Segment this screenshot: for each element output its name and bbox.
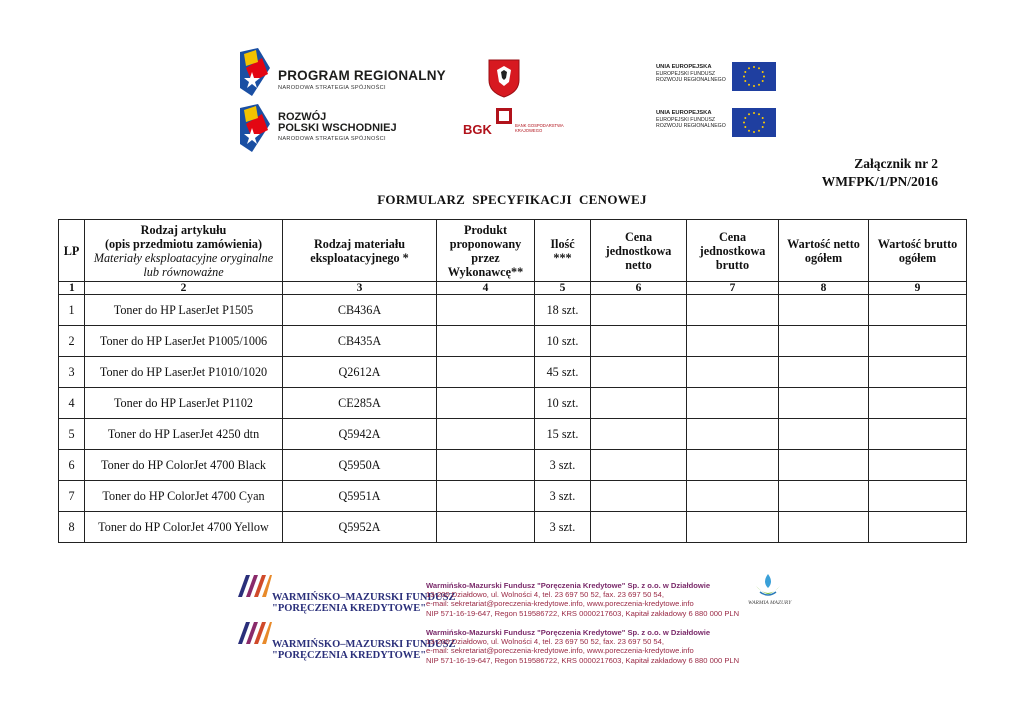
header-total-net [779,220,869,282]
cell-material: CE285A [283,388,437,419]
table-row [59,512,967,543]
header-unit-net-line3: netto [625,257,652,272]
warmia-mazury-icon [752,572,784,600]
cell-qty: 3 szt. [535,481,591,512]
fund-info-line4: NIP 571-16-19-647, Regon 519586722, KRS 0000217603, Kapitał zakładowy 6 880 000 PLN [426,655,740,665]
cell-unit-net[interactable] [591,512,687,543]
header-article-line1: Rodzaj artykułu [140,222,227,237]
fund-contact-info-2 [426,628,739,665]
cell-unit-gross[interactable] [687,295,779,326]
program-regionalny-subtitle: NARODOWA STRATEGIA SPÓJNOŚCI [278,85,386,91]
case-number: WMFPK/1/PN/2016 [821,174,938,189]
header-article [85,220,283,282]
header-total-gross-line1: Wartość brutto [877,236,958,251]
header-material-line2: eksploatacyjnego * [310,250,409,265]
cell-product[interactable] [437,481,535,512]
fund-name-line1: WARMIŃSKO–MAZURSKI FUNDUSZ [272,592,456,603]
cell-article: Toner do HP ColorJet 4700 Cyan [85,481,283,512]
fund-name-line1: WARMIŃSKO–MAZURSKI FUNDUSZ [272,639,456,650]
cell-total-gross[interactable] [869,326,967,357]
cell-unit-net[interactable] [591,357,687,388]
header-product-line3: przez [471,250,500,265]
cell-total-net[interactable] [779,481,869,512]
bgk-logo [463,106,583,142]
table-row [59,326,967,357]
bgk-name: BGK [463,122,492,137]
eu-2-line2: EUROPEJSKI FUNDUSZ [656,116,716,123]
fund-info-line2: 13-200 Działdowo, ul. Wolności 4, tel. 23 697 50 52, fax. 23 697 50 54, [426,637,664,647]
header-unit-net-line2: jednostkowa [605,243,672,258]
cell-total-net[interactable] [779,357,869,388]
cell-total-net[interactable] [779,419,869,450]
cell-product[interactable] [437,388,535,419]
eu-1-line3: ROZWOJU REGIONALNEGO [656,77,726,83]
cell-qty: 45 szt. [535,357,591,388]
header-unit-gross-line3: brutto [715,257,750,272]
cell-total-gross[interactable] [869,450,967,481]
fund-info-line4: NIP 571-16-19-647, Regon 519586722, KRS 0000217603, Kapitał zakładowy 6 880 000 PLN [426,608,740,618]
rozwoj-title-line1: ROZWÓJ [278,111,327,123]
cell-unit-net[interactable] [591,388,687,419]
cell-lp: 7 [59,481,85,512]
eu-flag-icon [732,62,776,91]
cell-lp: 2 [59,326,85,357]
fund-stripes-icon [238,622,272,644]
fund-contact-info-1 [426,581,739,618]
bgk-square-icon [496,108,512,124]
cell-total-gross[interactable] [869,357,967,388]
column-number: 9 [869,282,967,295]
cell-total-net[interactable] [779,388,869,419]
header-product-line1: Produkt [463,222,508,237]
bgk-subtitle-line2: KRAJOWEGO [515,128,543,133]
cell-material: Q5951A [283,481,437,512]
table-header-row [59,220,967,282]
column-number: 6 [591,282,687,295]
cell-qty: 3 szt. [535,450,591,481]
bgk-subtitle-line1: BANK GOSPODARSTWA [515,123,564,128]
eu-1-line1: UNIA EUROPEJSKA [656,64,712,70]
cell-lp: 1 [59,295,85,326]
fund-info-line1: Warmińsko-Mazurski Fundusz "Poręczenia Kredytowe" Sp. z o.o. w Działdowie [426,581,711,590]
cell-total-net[interactable] [779,450,869,481]
eu-1-line2: EUROPEJSKI FUNDUSZ [656,70,716,77]
column-number: 2 [85,282,283,295]
cell-lp: 6 [59,450,85,481]
table-row [59,388,967,419]
cell-total-gross[interactable] [869,481,967,512]
column-number: 4 [437,282,535,295]
cell-total-gross[interactable] [869,388,967,419]
cell-material: CB436A [283,295,437,326]
cell-product[interactable] [437,326,535,357]
cell-material: Q2612A [283,357,437,388]
table-row [59,450,967,481]
column-number: 5 [535,282,591,295]
header-unit-net-line1: Cena [624,229,653,244]
header-article-line3: Materiały eksploatacyjne oryginalne [93,250,274,265]
cell-material: Q5950A [283,450,437,481]
cell-unit-gross[interactable] [687,481,779,512]
cell-unit-gross[interactable] [687,450,779,481]
cell-product[interactable] [437,357,535,388]
column-number: 7 [687,282,779,295]
cell-product[interactable] [437,295,535,326]
header-unit-gross-line1: Cena [718,229,747,244]
annex-number: Załącznik nr 2 [854,156,938,171]
cell-unit-net[interactable] [591,326,687,357]
column-number: 8 [779,282,869,295]
cell-total-net[interactable] [779,326,869,357]
header-total-gross-line2: ogółem [898,250,937,265]
header-product-line2: proponowany [449,236,522,251]
rozwoj-title-line2: POLSKI WSCHODNIEJ [278,122,397,134]
table-row [59,295,967,326]
column-number: 1 [59,282,85,295]
cell-total-gross[interactable] [869,295,967,326]
cell-lp: 5 [59,419,85,450]
cell-product[interactable] [437,450,535,481]
fund-logo-2 [238,622,456,662]
cell-unit-net[interactable] [591,481,687,512]
header-article-line2: (opis przedmiotu zamówienia) [104,236,263,251]
eu-logo-1 [654,62,776,92]
header-total-net-line1: Wartość netto [787,236,860,251]
header-lp: LP [59,220,85,282]
rozwoj-subtitle: NARODOWA STRATEGIA SPÓJNOŚCI [278,136,386,142]
cell-unit-gross[interactable] [687,512,779,543]
cell-article: Toner do HP LaserJet P1005/1006 [85,326,283,357]
cell-lp: 4 [59,388,85,419]
cell-unit-gross[interactable] [687,419,779,450]
fund-info-line1: Warmińsko-Mazurski Fundusz "Poręczenia Kredytowe" Sp. z o.o. w Działdowie [426,628,711,637]
header-unit-gross [687,220,779,282]
fund-info-line3: e-mail: sekretariat@poreczenia-kredytowe.info, www.poreczenia-kredytowe.info [426,599,694,609]
program-regionalny-logo [238,48,446,98]
header-qty-line2: *** [553,250,572,265]
fund-name-line2: "PORĘCZENIA KREDYTOWE" [272,603,427,614]
cell-total-gross[interactable] [869,419,967,450]
header-material-line1: Rodzaj materiału [313,236,406,251]
table-row [59,419,967,450]
price-specification-table [58,219,967,543]
cell-material: Q5952A [283,512,437,543]
cell-qty: 15 szt. [535,419,591,450]
cell-article: Toner do HP ColorJet 4700 Yellow [85,512,283,543]
cell-lp: 3 [59,357,85,388]
star-flag-icon [238,48,272,96]
cell-unit-gross[interactable] [687,388,779,419]
warmia-mazury-logo [748,572,792,612]
fund-stripes-icon [238,575,272,597]
cell-unit-net[interactable] [591,295,687,326]
header-qty-line1: Ilość [550,236,575,251]
program-regionalny-title: PROGRAM REGIONALNY [278,68,446,83]
cell-qty: 10 szt. [535,388,591,419]
cell-qty: 18 szt. [535,295,591,326]
fund-name-line2: "PORĘCZENIA KREDYTOWE" [272,650,427,661]
cell-material: Q5942A [283,419,437,450]
cell-material: CB435A [283,326,437,357]
eu-2-line3: ROZWOJU REGIONALNEGO [656,123,726,129]
form-title: FORMULARZ SPECYFIKACJI CENOWEJ [377,192,647,207]
header-unit-net [591,220,687,282]
cell-qty: 10 szt. [535,326,591,357]
header-product [437,220,535,282]
column-number-row [59,282,967,295]
cell-product[interactable] [437,419,535,450]
cell-lp: 8 [59,512,85,543]
cell-article: Toner do HP ColorJet 4700 Black [85,450,283,481]
header-product-line4: Wykonawcę** [447,264,524,279]
coat-of-arms-icon [487,58,521,98]
cell-unit-gross[interactable] [687,326,779,357]
cell-total-net[interactable] [779,512,869,543]
header-unit-gross-line2: jednostkowa [699,243,766,258]
cell-total-gross[interactable] [869,512,967,543]
rozwoj-polski-wschodniej-logo [238,104,438,152]
star-flag-icon [238,104,272,152]
eu-logo-2 [654,108,776,138]
table-row [59,481,967,512]
cell-total-net[interactable] [779,295,869,326]
cell-unit-net[interactable] [591,450,687,481]
cell-article: Toner do HP LaserJet P1102 [85,388,283,419]
header-qty [535,220,591,282]
cell-article: Toner do HP LaserJet P1505 [85,295,283,326]
header-article-line4: lub równoważne [143,264,224,279]
fund-info-line3: e-mail: sekretariat@poreczenia-kredytowe.info, www.poreczenia-kredytowe.info [426,646,694,656]
table-row [59,357,967,388]
cell-unit-gross[interactable] [687,357,779,388]
cell-product[interactable] [437,512,535,543]
eu-2-line1: UNIA EUROPEJSKA [656,110,712,116]
cell-qty: 3 szt. [535,512,591,543]
warmia-mazury-label: WARMIA MAZURY [748,600,792,606]
header-total-net-line2: ogółem [804,250,843,265]
fund-info-line2: 13-200 Działdowo, ul. Wolności 4, tel. 23 697 50 52, fax. 23 697 50 54, [426,590,664,600]
cell-unit-net[interactable] [591,419,687,450]
header-total-gross [869,220,967,282]
fund-logo-1 [238,575,456,615]
annex-reference [822,155,938,191]
column-number: 3 [283,282,437,295]
eu-flag-icon [732,108,776,137]
cell-article: Toner do HP LaserJet 4250 dtn [85,419,283,450]
cell-article: Toner do HP LaserJet P1010/1020 [85,357,283,388]
header-material [283,220,437,282]
